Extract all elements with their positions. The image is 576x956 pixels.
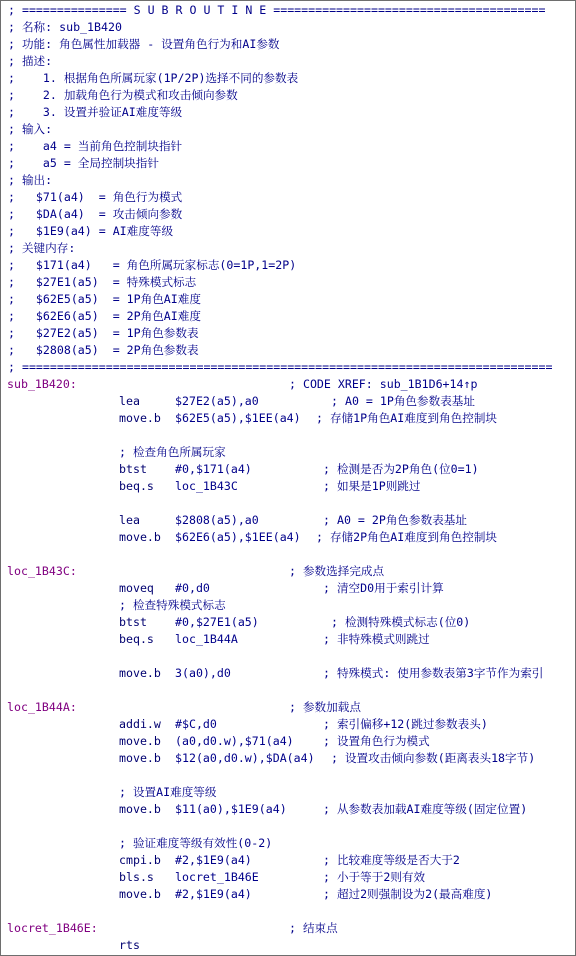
comment: ; 如果是1P则跳过: [323, 479, 421, 493]
label-comment: ; 结束点: [289, 921, 338, 935]
comment: ; 小于等于2则有效: [323, 870, 426, 884]
branch-target[interactable]: locret_1B46E: [175, 870, 259, 884]
header-line: ; $62E5(a5) = 1P角色AI难度: [8, 292, 201, 306]
block-comment: ; 设置AI难度等级: [119, 785, 217, 799]
header-line: ; $DA(a4) = 攻击倾向参数: [8, 207, 183, 221]
comment: ; 从参数表加载AI难度等级(固定位置): [323, 802, 528, 816]
header-line: ; $171(a4) = 角色所属玩家标志(0=1P,1=2P): [8, 258, 297, 272]
comment: ; 比较难度等级是否大于2: [323, 853, 460, 867]
operands: $62E6(a5),$1EE(a4): [175, 530, 301, 544]
comment: ; 存储2P角色AI难度到角色控制块: [316, 530, 498, 544]
comment: ; A0 = 2P角色参数表基址: [323, 513, 467, 527]
comment: ; 非特殊模式则跳过: [323, 632, 430, 646]
comment: ; 设置攻击倾向参数(距离表头18字节): [331, 751, 536, 765]
comment: ; 检测是否为2P角色(位0=1): [323, 462, 479, 476]
loc-label[interactable]: loc_1B44A:: [7, 700, 77, 714]
comment: ; A0 = 1P角色参数表基址: [331, 394, 475, 408]
comment: ; 检测特殊模式标志(位0): [331, 615, 471, 629]
comment: ; 超过2则强制设为2(最高难度): [323, 887, 493, 901]
operands: #0,$27E1(a5): [175, 615, 259, 629]
comment: ; 存储1P角色AI难度到角色控制块: [316, 411, 498, 425]
sub-label[interactable]: sub_1B420:: [7, 377, 77, 391]
instruction-line: [1, 886, 575, 903]
header-line: ; $27E1(a5) = 特殊模式标志: [8, 275, 197, 289]
mnemonic: lea: [119, 394, 140, 408]
instruction-line: [1, 852, 575, 869]
instruction-line: [1, 393, 575, 410]
operands: #2,$1E9(a4): [175, 887, 252, 901]
instruction-line: [1, 580, 575, 597]
instruction-line: [1, 750, 575, 767]
branch-target[interactable]: loc_1B44A: [175, 632, 238, 646]
header-line: ; 输入:: [8, 122, 53, 136]
separator-line: ; ============================================================================: [8, 360, 553, 374]
mnemonic: move.b: [119, 666, 161, 680]
instruction-line: [1, 665, 575, 682]
operands: $62E5(a5),$1EE(a4): [175, 411, 301, 425]
header-line: ; $27E2(a5) = 1P角色参数表: [8, 326, 199, 340]
operands: #2,$1E9(a4): [175, 853, 252, 867]
operands: $27E2(a5),a0: [175, 394, 259, 408]
instruction-line: [1, 461, 575, 478]
mnemonic: lea: [119, 513, 140, 527]
header-line: ; 1. 根据角色所属玩家(1P/2P)选择不同的参数表: [8, 71, 299, 85]
operands: $2808(a5),a0: [175, 513, 259, 527]
header-line: ; $1E9(a4) = AI难度等级: [8, 224, 174, 238]
operands: 3(a0),d0: [175, 666, 231, 680]
branch-target[interactable]: loc_1B43C: [175, 479, 238, 493]
mnemonic: beq.s: [119, 479, 154, 493]
loc-label[interactable]: locret_1B46E:: [7, 921, 98, 935]
mnemonic: btst: [119, 615, 147, 629]
instruction-line: [1, 937, 575, 954]
operands: #0,$171(a4): [175, 462, 252, 476]
mnemonic: btst: [119, 462, 147, 476]
instruction-line: [1, 512, 575, 529]
header-line: ; 3. 设置并验证AI难度等级: [8, 105, 183, 119]
header-line: ; 描述:: [8, 54, 53, 68]
operands: $11(a0),$1E9(a4): [175, 802, 287, 816]
label-line: [1, 563, 575, 580]
mnemonic: rts: [119, 938, 140, 952]
instruction-line: [1, 631, 575, 648]
label-comment: ; 参数加载点: [289, 700, 361, 714]
instruction-line: [1, 614, 575, 631]
mnemonic: moveq: [119, 581, 154, 595]
header-line: ; 2. 加载角色行为模式和攻击倾向参数: [8, 88, 238, 102]
operands: $12(a0,d0.w),$DA(a4): [175, 751, 315, 765]
mnemonic: move.b: [119, 751, 161, 765]
comment: ; 清空D0用于索引计算: [323, 581, 444, 595]
header-line: ; a4 = 当前角色控制块指针: [8, 139, 183, 153]
comment: ; 索引偏移+12(跳过参数表头): [323, 717, 488, 731]
block-comment: ; 检查角色所属玩家: [119, 445, 226, 459]
mnemonic: move.b: [119, 887, 161, 901]
mnemonic: move.b: [119, 411, 161, 425]
operands: #0,d0: [175, 581, 210, 595]
operands: #$C,d0: [175, 717, 217, 731]
separator-line: ; =============== S U B R O U T I N E =======================================: [8, 3, 546, 17]
loc-label[interactable]: loc_1B43C:: [7, 564, 77, 578]
instruction-line: [1, 869, 575, 886]
block-comment: ; 检查特殊模式标志: [119, 598, 226, 612]
label-line: [1, 699, 575, 716]
mnemonic: move.b: [119, 530, 161, 544]
instruction-line: [1, 410, 575, 427]
block-comment: ; 验证难度等级有效性(0-2): [119, 836, 273, 850]
header-line: ; $2808(a5) = 2P角色参数表: [8, 343, 199, 357]
comment: ; 设置角色行为模式: [323, 734, 430, 748]
comment: ; 特殊模式: 使用参数表第3字节作为索引: [323, 666, 544, 680]
header-line: ; 名称: sub_1B420: [8, 20, 122, 34]
header-line: ; 功能: 角色属性加载器 - 设置角色行为和AI参数: [8, 37, 280, 51]
mnemonic: beq.s: [119, 632, 154, 646]
instruction-line: [1, 716, 575, 733]
mnemonic: addi.w: [119, 717, 161, 731]
label-comment: ; 参数选择完成点: [289, 564, 385, 578]
xref-comment[interactable]: ; CODE XREF: sub_1B1D6+14↑p: [289, 377, 478, 391]
header-line: ; $62E6(a5) = 2P角色AI难度: [8, 309, 201, 323]
instruction-line: [1, 733, 575, 750]
instruction-line: [1, 529, 575, 546]
mnemonic: bls.s: [119, 870, 154, 884]
instruction-line: [1, 478, 575, 495]
label-line: [1, 920, 575, 937]
header-line: ; 输出:: [8, 173, 53, 187]
header-line: ; 关键内存:: [8, 241, 76, 255]
header-line: ; $71(a4) = 角色行为模式: [8, 190, 183, 204]
mnemonic: move.b: [119, 802, 161, 816]
mnemonic: move.b: [119, 734, 161, 748]
header-line: ; a5 = 全局控制块指针: [8, 156, 159, 170]
mnemonic: cmpi.b: [119, 853, 161, 867]
instruction-line: [1, 801, 575, 818]
label-line: [1, 376, 575, 393]
operands: (a0,d0.w),$71(a4): [175, 734, 294, 748]
